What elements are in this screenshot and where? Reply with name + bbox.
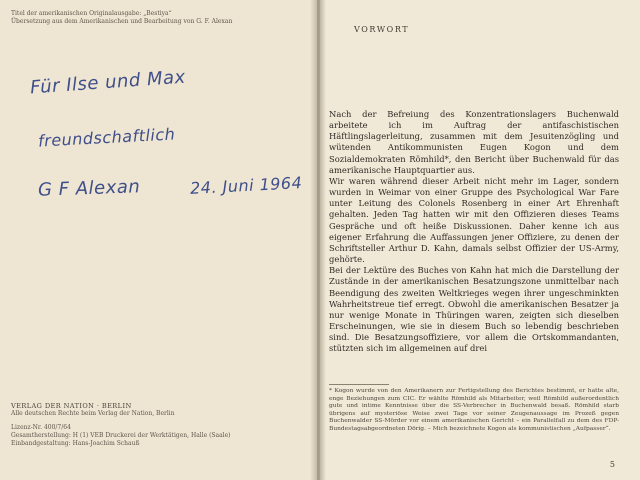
handwritten-dedication-line-2: freundschaftlich [37,124,176,151]
handwritten-signature: G F Alexan [37,176,141,201]
paragraph-1: Nach der Befreiung des Konzentrationslagers Buchenwald arbeitete ich im Auftrag der antifaschistischen Häftlingslagerleitung, zusammen mit dem Jesuitenzögling und wütenden Antikommunisten Eugen Kogon und dem Sozialdemokraten Römhild*, den Bericht über Buchenwald für das amerikanische Hauptquartier aus. [329,109,619,175]
footnote-divider [329,384,389,385]
handwritten-date: 24. Juni 1964 [189,173,303,198]
page-heading: VORWORT [354,25,410,34]
page-number: 5 [609,460,615,469]
foreword-body [329,109,619,354]
license-number: Lizenz-Nr. 400/7/64 [11,424,71,431]
printing-credit: Gesamtherstellung: H (1) VEB Druckerei der Werktätigen, Halle (Saale) [11,432,231,439]
translation-credit-line: Übersetzung aus dem Amerikanischen und Bearbeitung von G. F. Alexan [11,18,233,25]
paragraph-3: Bei der Lektüre des Buches von Kahn hat mich die Darstellung der Zustände in der amerikanischen Besatzungszone unmittelbar nach Beendigung des zweiten Weltkrieges wegen ihrer ungeschminkten Wahrheitstreue tief erregt. Obwohl die amerikanischen Besatzer ja nur wenige Monate in Thüringen waren, zeigten sich dieselben Erscheinungen, wie sie in diesem Buch so lebendig beschrieben sind. Die Besatzungsoffiziere, vor allem die Ortskommandanten, stützten sich im allgemeinen auf drei [329,265,619,354]
paragraph-2: Wir waren während dieser Arbeit nicht mehr im Lager, sondern wurden in Weimar von einer Gruppe des Psychological War Fare unter Leitung des Colonels Rosenberg in einer Art Ehrenhaft gehalten. Jeden Tag hatten wir mit den Offizieren dieses Teams Gespräche und oft heiße Diskussionen. Daher kenne ich aus eigener Erfahrung die Auffassungen jener Offiziere, zu denen der Schriftsteller Arthur D. Kahn, damals selbst Offizier der US-Army, gehörte. [329,175,619,265]
left-page [0,0,318,480]
handwritten-dedication-line-1: Für Ilse und Max [29,66,187,99]
binding-design-credit: Einbandgestaltung: Hans-Joachim Schauß [11,440,140,447]
right-page [320,0,640,480]
publisher-name: VERLAG DER NATION · BERLIN [11,402,132,410]
imprint-block [11,402,301,448]
rights-notice: Alle deutschen Rechte beim Verlag der Nation, Berlin [11,410,175,417]
footnote: * Kogon wurde von den Amerikanern zur Fertigstellung des Berichtes bestimmt, er hatte alte, enge Beziehungen zum CIC. Er wählte Römhild als Mitarbeiter, weil Römhild außerordentlich gute und intime Kenntnisse über die SS-Verbrecher in Buchenwald besaß. Römhild starb übrigens auf mysteriöse Weise zwei Tage vor seiner Zeugenaussage im Prozeß gegen Buchenwalder SS-Mörder vor einem amerikanischen Gericht – ein Parallelfall zu dem des FDP-Bundestagsabgeordneten Dörig. – Mich bezeichnete Kogon als kommunistischen „Aufpasser“. [329,388,619,432]
original-title-line: Titel der amerikanischen Originalausgabe: „Bestiya“ [11,10,172,17]
original-title-note [11,10,301,26]
